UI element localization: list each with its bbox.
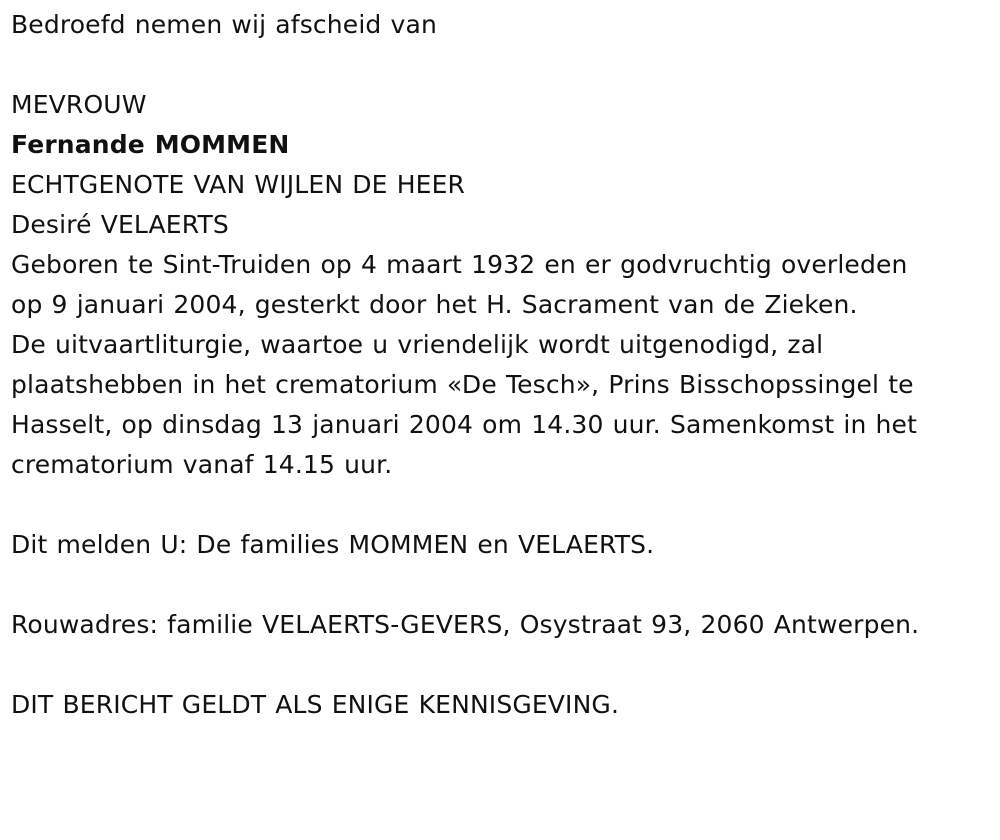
- intro-text: Bedroefd nemen wij afscheid van: [11, 10, 437, 39]
- funeral-line-2: plaatshebben in het crematorium «De Tesch», Prins Bisschopssingel te: [11, 370, 914, 399]
- deceased-name: Fernande MOMMEN: [11, 130, 290, 159]
- death-notice: [11, 0, 986, 725]
- announced-by: Dit melden U: De families MOMMEN en VELAERTS.: [11, 530, 655, 559]
- birth-death-line-1: Geboren te Sint-Truiden op 4 maart 1932 en er godvruchtig overleden: [11, 250, 908, 279]
- funeral-line-4: crematorium vanaf 14.15 uur.: [11, 450, 393, 479]
- funeral-paragraph: [11, 325, 986, 485]
- birth-death-line-2: op 9 januari 2004, gesterkt door het H. Sacrament van de Zieken.: [11, 290, 858, 319]
- funeral-line-1: De uitvaartliturgie, waartoe u vriendelijk wordt uitgenodigd, zal: [11, 330, 824, 359]
- spouse-name: Desiré VELAERTS: [11, 210, 229, 239]
- spouse-relation: ECHTGENOTE VAN WIJLEN DE HEER: [11, 170, 466, 199]
- mourning-address: Rouwadres: familie VELAERTS-GEVERS, Osystraat 93, 2060 Antwerpen.: [11, 610, 920, 639]
- birth-death-paragraph: [11, 245, 986, 325]
- salutation: MEVROUW: [11, 90, 147, 119]
- funeral-line-3: Hasselt, op dinsdag 13 januari 2004 om 14.30 uur. Samenkomst in het: [11, 410, 918, 439]
- closing-notice: DIT BERICHT GELDT ALS ENIGE KENNISGEVING.: [11, 690, 620, 719]
